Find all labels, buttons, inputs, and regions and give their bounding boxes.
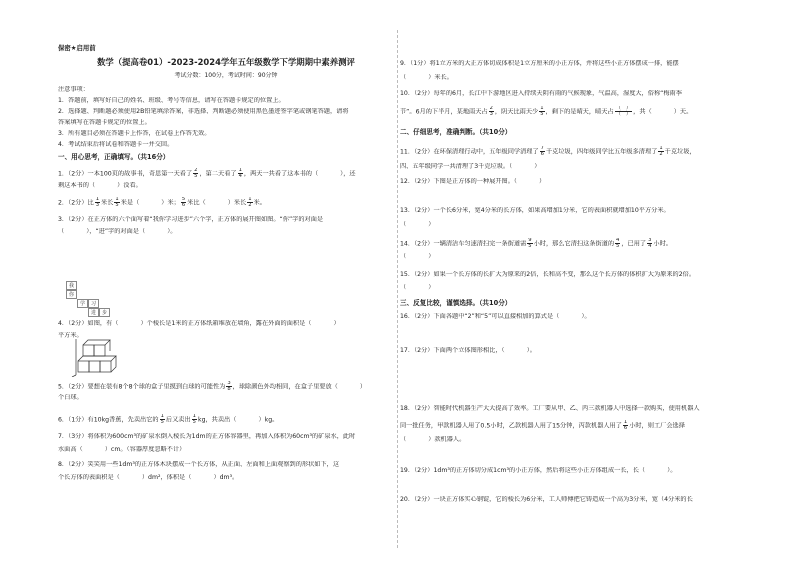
question-9-cont: （ ）米长。 — [400, 74, 453, 81]
question-10: 10．（2分）每年的6月，长江中下游地区进入持续天阴有雨的气候现象，气温高，湿度大，俗称“梅雨季 — [400, 90, 682, 97]
question-14-cont: （ ） — [400, 253, 435, 260]
note-item: 3．所有题目必须在答题卡上作答，在试卷上作答无效。 — [58, 130, 211, 137]
note-item: 答案填写在答题卡规定的位置上。 — [58, 119, 151, 126]
question-18-cont2: （ ）款机器人。 — [400, 436, 466, 443]
left-column — [58, 0, 394, 562]
score-time: 考试分数：100分，考试时间：90分钟 — [174, 72, 278, 79]
right-column — [400, 0, 740, 562]
question-7-cont: 水面高（ ）cm。（容器厚度忽略不计） — [58, 446, 186, 453]
question-15: 15．（2分）如果一个长方体的长扩大为原来的2倍，长和高不变，那么这个长方体的体积扩大为原来的2倍。 — [400, 271, 696, 278]
question-20: 20．（2分）一块正方体实心钢锭，它的棱长为6分米，工人师傅把它铸造成一个高为3分米，宽（4分米的长 — [400, 496, 693, 503]
question-3-cont: （ ），“进”字的对面是（ ）。 — [58, 228, 177, 235]
question-10-cont: 节”。6月的下半月，某地雨天占 $\frac{2}{3}$ ，阴天比雨天少 $\frac{1}{5}$ ，剩下的是晴天，晴天占 $\frac{( )}{( )}$ ，共（ ）天。 — [400, 106, 693, 118]
question-19: 19．（2分）1dm³的正方体切分成1cm³的小正方体，然后将这些小正方体组成一长，长（ ）。 — [400, 467, 677, 474]
question-1-cont: 剩这本书的（ ）没看。 — [58, 182, 142, 189]
question-5: 5．（2分）要想在装有8个8个球的盒子里摸到白球的可能性为 $\frac{3}{8}$ ，球除颜色外均相同，在盒子里要放（ ） — [58, 381, 367, 393]
cube-net-figure: 我 你 学 习 进 步 — [66, 281, 118, 321]
fraction: $\frac{2}{5}$ — [194, 168, 198, 180]
question-18: 18．（2分）智能时代机器生产大大提高了效率。工厂要从甲、乙、丙三款机器人中选择一款购买，使用机器人 — [400, 405, 700, 412]
section-heading: 一、用心思考，正确填写。（共16分） — [58, 153, 170, 161]
section-heading: 二、仔细思考，准确判断。（共10分） — [400, 128, 512, 136]
notes-heading: 注意事项： — [58, 86, 89, 93]
note-item: 1．答题前，填写好自己的姓名、班级、考号等信息，请写在答题卡规定的位置上。 — [58, 97, 285, 104]
question-14: 14．（2分）一辆清洁车匀速清扫完一条街道需 $\frac{9}{5}$ 小时，那么它清扫这条街道的 $\frac{4}{5}$ ，已用了 $\frac{3}{4}$ 小时。 — [400, 238, 672, 250]
question-13: 13．（2分）一个长6分米，宽4分米的长方体，如果高增加1分米，它的表面积就增加10平方分米。 — [400, 207, 670, 214]
question-15-cont: （ ） — [400, 284, 435, 291]
question-17: 17．（2分）下面两个立体图形相比，（ ）。 — [400, 347, 536, 354]
column-divider — [397, 30, 398, 548]
question-9: 9．（1分）将1立方米的大正方体切成体积是1立方厘米的小正方体，并将这些小正方体摆成一排，能摆 — [400, 60, 679, 67]
secret-label: 保密★启用前 — [58, 44, 96, 52]
question-16: 16．（2分）下面各题中“2”和“5”可以直接相加的算式是（ ）。 — [400, 313, 591, 320]
question-11: 11．（2分）在环保清理行动中，五年级同学清理了 $\frac{7}{6}$ 千克垃圾，四年级同学比五年级多清理了 $\frac{1}{2}$ 千克垃圾， — [400, 146, 696, 158]
question-8-cont: 个长方体的表面积是（ ）dm²，体积是（ ）dm³。 — [58, 474, 239, 481]
question-4: 4．（2分）如图，有（ ）个棱长是1米的正方体纸箱堆放在墙角，露在外面的面积是（ ） — [58, 320, 340, 327]
page-title: 数学（提高卷01）-2023-2024学年五年级数学下学期期中素养测评 — [97, 57, 355, 67]
note-item: 2．选择题、判断题必须使用2B铅笔填涂答案，非选择、判断题必须使用黑色墨迹签字笔或钢笔答题，请将 — [58, 108, 349, 115]
question-5-cont: 个白球。 — [58, 394, 83, 401]
stacked-cubes-figure — [70, 337, 122, 377]
question-13-cont: （ ） — [400, 221, 435, 228]
note-item: 4．考试结束后将试卷和答题卡一并交回。 — [58, 141, 174, 148]
question-2: 2．（2分）比 $\frac{1}{3}$ 米长 $\frac{1}{5}$ 米是（ ）米； $\frac{5}{6}$ 米比（ ）米长 $\frac{1}{2}$ 米。 — [58, 197, 266, 209]
question-12: 12．（2分）下图是正方体的一种展开图。（ ） — [400, 178, 546, 185]
question-1: 1．（2分）一本100页的故事书，奇思第一天看了 $\frac{2}{5}$ ，第二天看了 $\frac{1}{4}$ ，两天一共看了这本书的（ ），还 — [58, 168, 356, 180]
question-8: 8．（2分）笑笑用一些1dm³的正方体木块摆成一个长方体，从正面、左面和上面观察到的形状如下，这 — [58, 461, 340, 468]
question-3: 3．（2分）在正方体的六个面写着“我你学习进步”六个字，正方体的展开图如图。“你”字的对面是 — [58, 216, 324, 223]
question-11-cont: 四、五年级同学一共清理了3千克垃圾。（ ） — [400, 163, 541, 170]
question-4-cont: 平方米。 — [58, 332, 83, 339]
question-7: 7．（3分）将体积为600cm³的矿泉水倒入棱长为1dm的正方体容器里，再加入体积为60cm³的矿泉水，此时 — [58, 433, 356, 440]
section-heading: 三、反复比较，谨慎选择。（共10分） — [400, 299, 512, 307]
fraction: $\frac{1}{4}$ — [238, 168, 242, 180]
question-18-cont: 同一批任务，甲款机器人用了0.5小时，乙款机器人用了15分钟，丙款机器人用了 $\frac{1}{6}$ 小时，则工厂会选择 — [400, 420, 685, 432]
question-6: 6．（1分）有10kg香蕉，先卖出它的 $\frac{1}{5}$ 后又卖出 $\frac{1}{5}$ kg，共卖出（ ）kg。 — [58, 414, 279, 426]
